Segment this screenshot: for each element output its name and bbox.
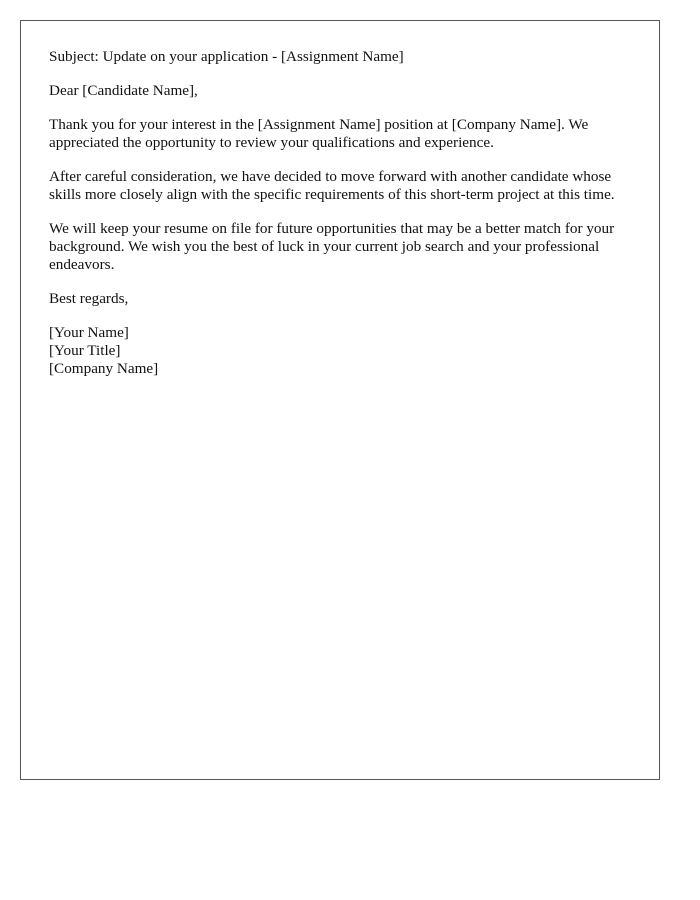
letter-paragraph-3: We will keep your resume on file for future opportunities that may be a better match for your background. We wish you the best of luck in your current job search and your professional endeavors.: [49, 220, 615, 273]
signature-block: [49, 324, 639, 378]
letter-paragraph-1: Thank you for your interest in the [Assignment Name] position at [Company Name]. We appreciated the opportunity to review your qualifications and experience.: [49, 116, 589, 151]
letter-closing: Best regards,: [49, 290, 129, 307]
letter-subject: Subject: Update on your application - [Assignment Name]: [49, 48, 404, 65]
letter-paragraph-2: After careful consideration, we have decided to move forward with another candidate whose skills more closely align with the specific requirements of this short-term project at this time.: [49, 168, 615, 203]
letter-body: [49, 48, 639, 378]
letter-salutation: Dear [Candidate Name],: [49, 82, 198, 99]
signature-name: [Your Name]: [49, 324, 129, 341]
letter-container: [20, 20, 660, 780]
signature-company: [Company Name]: [49, 360, 159, 377]
signature-title: [Your Title]: [49, 342, 121, 359]
